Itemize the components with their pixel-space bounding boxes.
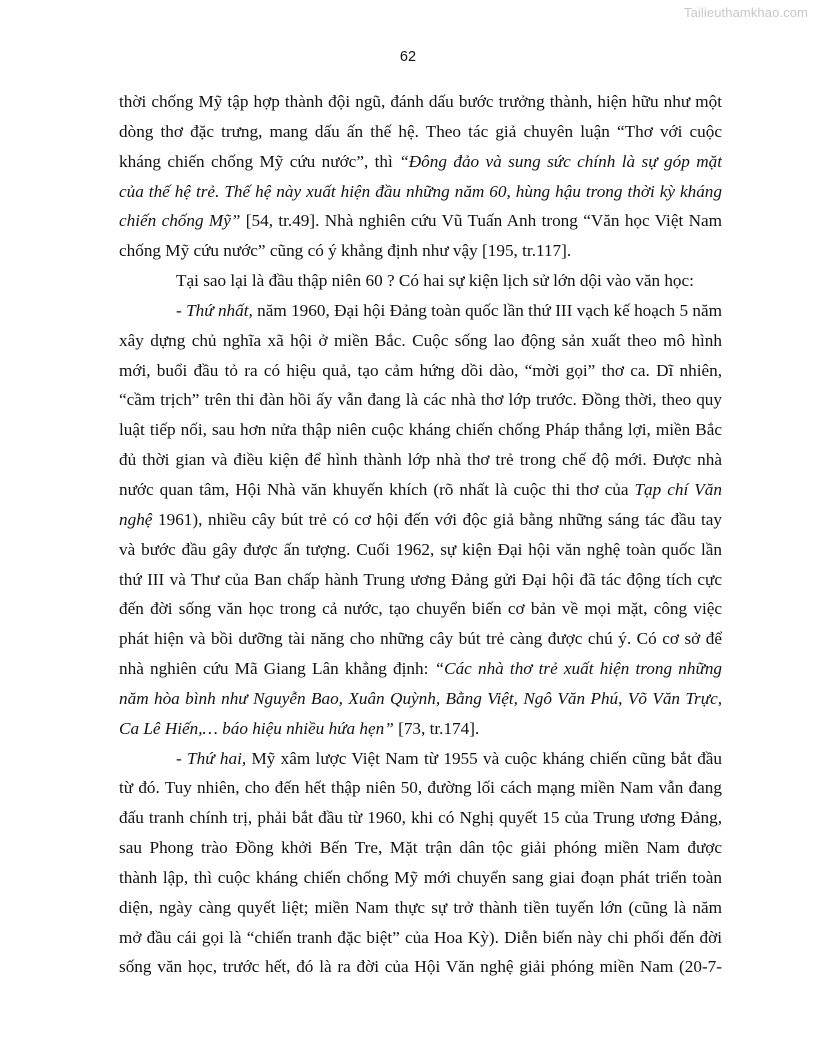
text-line [119, 475, 722, 505]
text-line [119, 893, 722, 923]
italic-text: Ca Lê Hiến,… báo hiệu nhiều hứa hẹn” [119, 718, 394, 738]
text-segment: kháng chiến chống Mỹ cứu nước”, thì [119, 151, 400, 171]
watermark: Tailieuthamkhao.com [683, 5, 808, 20]
text-segment: sau Phong trào Đồng khởi Bến Tre, Mặt trận dân tộc giải phóng miền Nam được [119, 838, 722, 858]
text-segment: mở đầu cái gọi là “chiến tranh đặc biệt” của Hoa Kỳ). Diễn biến này chi phối đến đời [119, 927, 722, 947]
text-segment: phát hiện và bồi dưỡng tài năng cho những cây bút trẻ càng được chú ý. Có cơ sở để [119, 629, 722, 649]
text-segment: mới, buổi đầu tỏ ra có hiệu quả, tạo cảm hứng dồi dào, “mời gọi” thơ ca. Dĩ nhiên, [119, 360, 722, 380]
italic-text: chiến chống Mỹ” [119, 211, 241, 231]
text-segment: đấu tranh chính trị, phải bắt đầu từ 1960, khi có Nghị quyết 15 của Trung ương Đảng, [119, 808, 722, 828]
text-line [119, 415, 722, 445]
text-segment: Mỹ xâm lược Việt Nam từ 1955 và cuộc kháng chiến cũng bắt đầu [246, 748, 722, 768]
text-line [119, 714, 722, 744]
page-number: 62 [399, 49, 417, 65]
italic-text: nghệ [119, 509, 153, 529]
text-line [119, 117, 722, 147]
text-segment: năm 1960, Đại hội Đảng toàn quốc lần thứ III vạch kế hoạch 5 năm [252, 300, 722, 320]
text-line [119, 385, 722, 415]
text-segment: và bước đầu gây được ấn tượng. Cuối 1962, sự kiện Đại hội văn nghệ toàn quốc lần [119, 539, 722, 559]
text-line [119, 654, 722, 684]
text-line [119, 505, 722, 535]
text-line [119, 624, 722, 654]
italic-text: năm hòa bình như Nguyễn Bao, Xuân Quỳnh, Bằng Việt, Ngô Văn Phú, Võ Văn Trực, [119, 688, 722, 708]
text-line [119, 594, 722, 624]
text-segment: thời chống Mỹ tập hợp thành đội ngũ, đánh dấu bước trưởng thành, hiện hữu như một [119, 92, 722, 111]
text-segment: thành lập, thì cuộc kháng chiến chống Mỹ mới chuyển sang giai đoạn phát triển toàn [119, 867, 722, 887]
text-line [119, 684, 722, 714]
text-line [119, 147, 722, 177]
text-segment: - [176, 748, 188, 768]
text-segment: [73, tr.174]. [393, 718, 480, 738]
text-segment: đến đời sống văn học trong cả nước, tạo chuyển biến cơ bản về mọi mặt, công việc [119, 599, 722, 619]
text-segment: “cầm trịch” trên thi đàn hồi ấy vẫn đang là các nhà thơ lớp trước. Đồng thời, theo quy [119, 390, 722, 410]
text-segment: thứ III và Thư của Ban chấp hành Trung ương Đảng gửi Đại hội đã tác động tích cực [119, 569, 722, 589]
italic-text: “Đông đảo và sung sức chính là sự góp mặt [399, 151, 722, 171]
text-segment: chống Mỹ cứu nước” cũng có ý khẳng định như vậy [195, tr.117]. [119, 241, 572, 261]
text-segment: đủ thời gian và điều kiện để hình thành lớp nhà thơ trẻ trong chế độ mới. Được nhà [119, 450, 722, 470]
text-line [119, 565, 722, 595]
text-segment: xây dựng chủ nghĩa xã hội ở miền Bắc. Cuộc sống lao động sản xuất theo mô hình [119, 330, 722, 350]
text-segment: nhà nghiên cứu Mã Giang Lân khẳng định: [119, 659, 435, 679]
italic-text: Tạp chí Văn [634, 479, 722, 499]
text-line [119, 833, 722, 863]
text-line [119, 266, 722, 296]
text-line [119, 206, 722, 236]
text-segment: - [176, 300, 187, 320]
italic-text: “Các nhà thơ trẻ xuất hiện trong những [434, 659, 722, 679]
italic-text: của thế hệ trẻ. Thế hệ này xuất hiện đầu những năm 60, hùng hậu trong thời kỳ kháng [119, 181, 722, 201]
italic-text: Thứ hai, [187, 748, 247, 768]
text-segment: 1961), nhiều cây bút trẻ có cơ hội đến với độc giả bằng những sáng tác đầu tay [152, 509, 722, 529]
text-line [119, 356, 722, 386]
text-line [119, 803, 722, 833]
document-body [119, 87, 722, 982]
text-segment: dòng thơ đặc trưng, mang dấu ấn thế hệ. Theo tác giả chuyên luận “Thơ với cuộc [119, 121, 722, 141]
text-line [119, 535, 722, 565]
text-segment: sống văn học, trước hết, đó là ra đời của Hội Văn nghệ giải phóng miền Nam (20-7- [119, 957, 722, 977]
text-line [119, 177, 722, 207]
text-line [119, 445, 722, 475]
text-line [119, 952, 722, 982]
text-segment: luật tiếp nối, sau hơn nửa thập niên cuộc kháng chiến chống Pháp thắng lợi, miền Bắc [119, 420, 722, 440]
text-segment: từ đó. Tuy nhiên, cho đến hết thập niên 50, đường lối cách mạng miền Nam vẫn đang [119, 778, 722, 798]
text-segment: Tại sao lại là đầu thập niên 60 ? Có hai sự kiện lịch sử lớn dội vào văn học: [176, 271, 694, 291]
text-line [119, 296, 722, 326]
text-line [119, 236, 722, 266]
italic-text: Thứ nhất, [186, 300, 253, 320]
text-line [119, 326, 722, 356]
text-line [119, 773, 722, 803]
text-line [119, 863, 722, 893]
text-segment: diện, ngày càng quyết liệt; miền Nam thực sự trở thành tiền tuyến lớn (cũng là năm [119, 897, 722, 917]
text-line [119, 87, 722, 117]
text-segment: [54, tr.49]. Nhà nghiên cứu Vũ Tuấn Anh trong “Văn học Việt Nam [240, 211, 722, 231]
text-line [119, 744, 722, 774]
text-line [119, 923, 722, 953]
text-segment: nước quan tâm, Hội Nhà văn khuyến khích (rõ nhất là cuộc thi thơ của [119, 479, 635, 499]
